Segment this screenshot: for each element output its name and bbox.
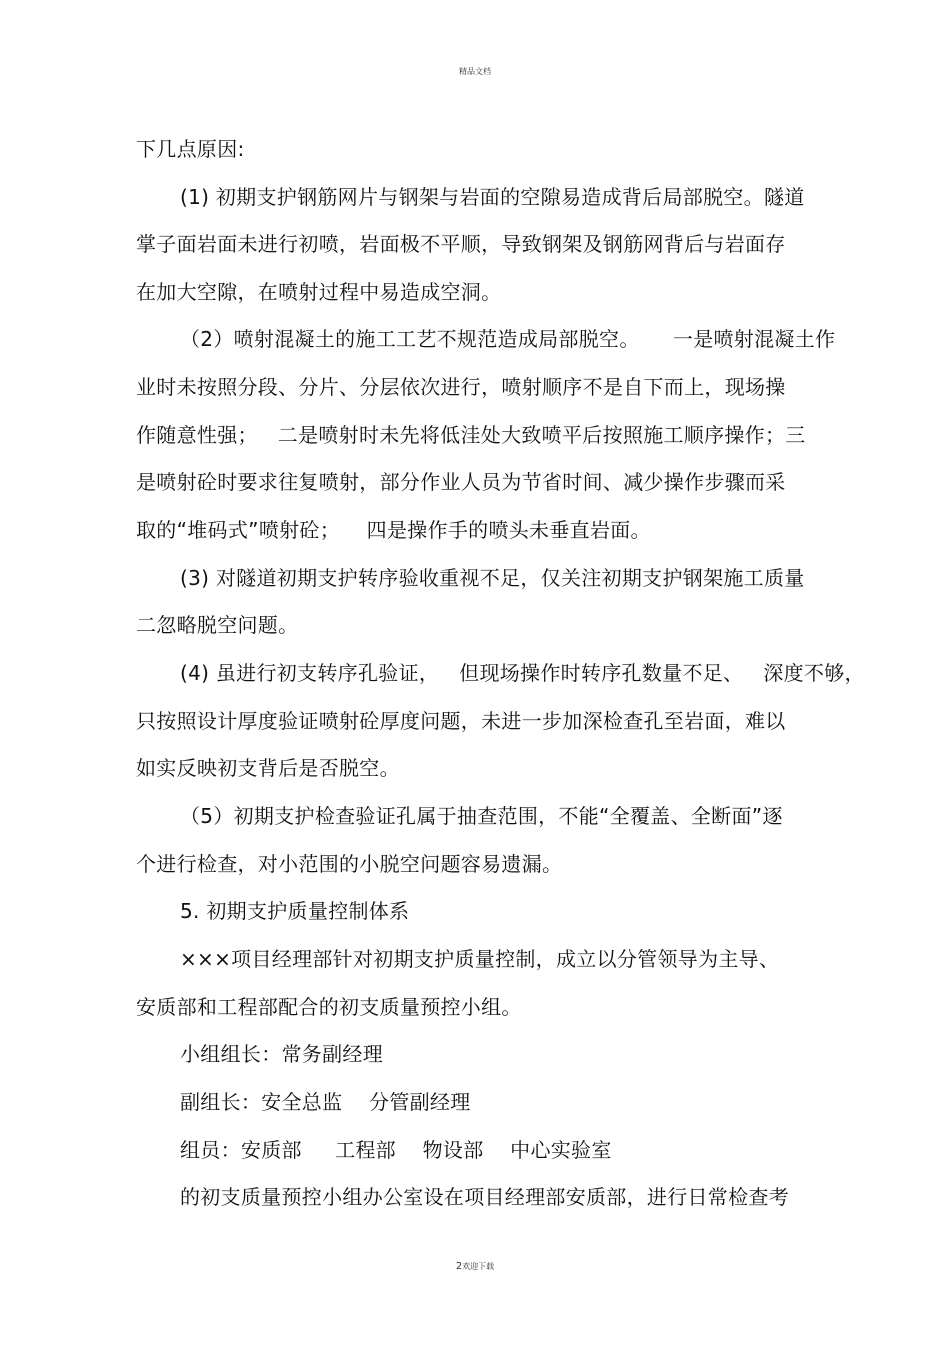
text-line: （5）初期支护检查验证孔属于抽查范围，不能“全覆盖、全断面”逐 — [180, 804, 783, 828]
text-line: 只按照设计厚度验证喷射砼厚度问题，未进一步加深检查孔至岩面，难以 — [136, 709, 786, 733]
text-line: (1) 初期支护钢筋网片与钢架与岩面的空隙易造成背后局部脱空。隧道 — [180, 185, 805, 209]
page-header: 精品文档 — [459, 67, 491, 76]
text-line: 小组组长：常务副经理 — [180, 1042, 383, 1066]
text-line: 个进行检查，对小范围的小脱空问题容易遗漏。 — [136, 852, 563, 876]
text-line: 是喷射砼时要求往复喷射，部分作业人员为节省时间、减少操作步骤而采 — [136, 470, 786, 494]
page-number: 2 — [455, 1261, 463, 1272]
text-line: (3) 对隧道初期支护转序验收重视不足，仅关注初期支护钢架施工质量 — [180, 566, 805, 590]
section-heading: 5. 初期支护质量控制体系 — [180, 899, 410, 923]
text-line: (4) 虽进行初支转序孔验证， 但现场操作时转序孔数量不足、 深度不够， — [180, 661, 865, 685]
text-line: 如实反映初支背后是否脱空。 — [136, 756, 400, 780]
footer-text: 欢迎下载 — [462, 1262, 495, 1271]
text-line: （2）喷射混凝土的施工工艺不规范造成局部脱空。 一是喷射混凝土作 — [180, 327, 836, 351]
text-line: 下几点原因: — [136, 137, 245, 161]
text-line: 作随意性强； 二是喷射时未先将低洼处大致喷平后按照施工顺序操作；三 — [136, 423, 806, 447]
text-line: 的初支质量预控小组办公室设在项目经理部安质部，进行日常检查考 — [180, 1185, 789, 1209]
text-line: 业时未按照分段、分片、分层依次进行，喷射顺序不是自下而上，现场操 — [136, 375, 786, 399]
text-line: 组员：安质部 工程部 物设部 中心实验室 — [180, 1138, 612, 1162]
text-line: 二忽略脱空问题。 — [136, 613, 299, 637]
text-line: 副组长：安全总监 分管副经理 — [180, 1090, 471, 1114]
text-line: 掌子面岩面未进行初喷，岩面极不平顺，导致钢架及钢筋网背后与岩面存 — [136, 232, 786, 256]
text-line: 取的“堆码式”喷射砼； 四是操作手的喷头未垂直岩面。 — [136, 518, 651, 542]
text-line: 安质部和工程部配合的初支质量预控小组。 — [136, 995, 522, 1019]
text-line: ×××项目经理部针对初期支护质量控制，成立以分管领导为主导、 — [180, 947, 780, 971]
page-footer — [0, 1261, 950, 1272]
text-line: 在加大空隙，在喷射过程中易造成空洞。 — [136, 280, 502, 304]
